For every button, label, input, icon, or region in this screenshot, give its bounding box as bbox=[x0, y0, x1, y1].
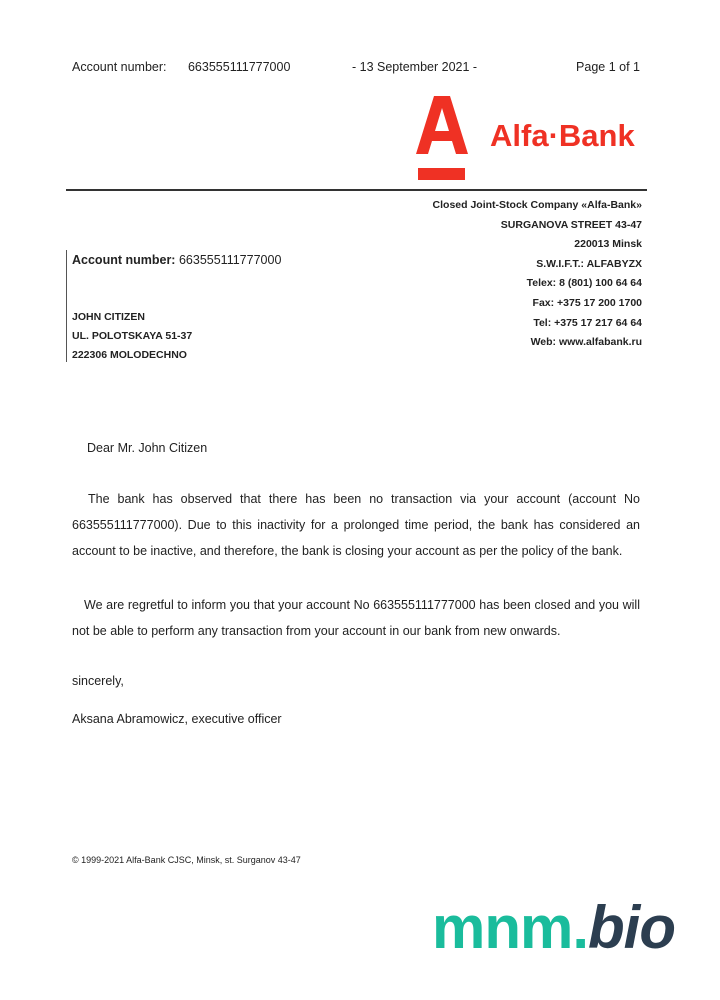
header-account bbox=[72, 60, 290, 74]
watermark-part1: mnm. bbox=[432, 894, 589, 961]
recipient-account bbox=[72, 253, 281, 267]
header-divider bbox=[66, 189, 647, 191]
recipient-name: JOHN CITIZEN bbox=[72, 311, 145, 323]
header-account-label: Account number: bbox=[72, 60, 167, 74]
bank-company: Closed Joint-Stock Company «Alfa-Bank» bbox=[432, 199, 642, 211]
recipient-address bbox=[72, 308, 192, 365]
bank-web: Web: www.alfabank.ru bbox=[530, 336, 642, 349]
recipient-border bbox=[66, 250, 67, 362]
mnm-bio-watermark bbox=[432, 893, 675, 962]
header-account-value: 663555111777000 bbox=[187, 60, 291, 74]
recipient-city: 222306 MOLODECHNO bbox=[72, 349, 187, 361]
recipient-account-label: Account number: bbox=[72, 253, 176, 267]
signature: Aksana Abramowicz, executive officer bbox=[72, 712, 282, 726]
paragraph-2: We are regretful to inform you that your account No 663555111777000 has been closed and you will not be able to perform any transaction from your account in our bank from new onwards. bbox=[72, 598, 640, 638]
watermark-part2: bio bbox=[588, 894, 676, 961]
closing: sincerely, bbox=[72, 674, 124, 688]
paragraph-1: The bank has observed that there has been no transaction via your account (account No 663555111777000). Due to this inactivity for a prolonged time period, the bank has considered an account to be inactive, and therefore, the bank is closing your account as per the policy of the bank. bbox=[72, 492, 640, 558]
alfa-bank-name: Alfa·Bank bbox=[490, 118, 635, 153]
bank-city: 220013 Minsk bbox=[574, 238, 642, 251]
bank-telex: Telex: 8 (801) 100 64 64 bbox=[526, 277, 642, 290]
recipient-street: UL. POLOTSKAYA 51-37 bbox=[72, 330, 193, 342]
header-date: - 13 September 2021 - bbox=[352, 60, 478, 74]
header-page: Page 1 of 1 bbox=[576, 60, 640, 74]
bank-street: SURGANOVA STREET 43-47 bbox=[500, 218, 642, 231]
footer-copyright: © 1999-2021 Alfa-Bank CJSC, Minsk, st. Surganov 43-47 bbox=[72, 855, 301, 865]
salutation: Dear Mr. John Citizen bbox=[87, 441, 208, 455]
bank-address-block bbox=[433, 196, 642, 353]
recipient-account-value: 663555111777000 bbox=[178, 253, 282, 267]
bank-fax: Fax: +375 17 200 1700 bbox=[532, 296, 642, 309]
bank-swift: S.W.I.F.T.: ALFABYZX bbox=[536, 257, 642, 270]
alfa-logo-icon bbox=[416, 96, 468, 182]
bank-tel: Tel: +375 17 217 64 64 bbox=[533, 316, 642, 329]
